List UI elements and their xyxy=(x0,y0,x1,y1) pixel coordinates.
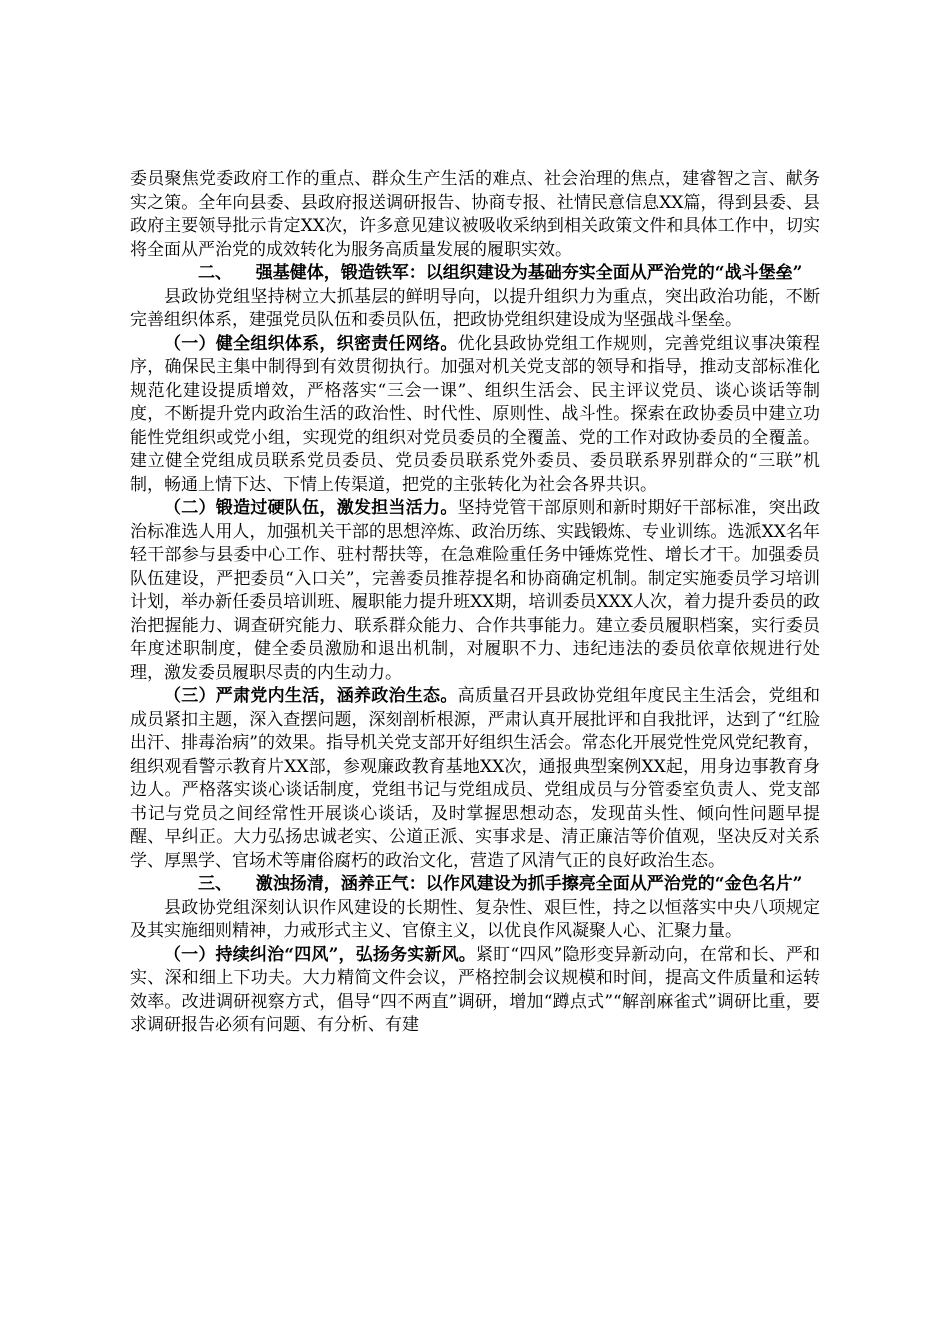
subsection-2-3-title: （三）严肃党内生活，涵养政治生态。 xyxy=(164,686,458,706)
subsection-3-1-title: （一）持续纠治“四风”，弘扬务实新风。 xyxy=(164,944,476,965)
section-heading-2-text: 强基健体，锻造铁军：以组织建设为基础夯实全面从严治党的“战斗堡垒” xyxy=(255,263,803,283)
section-heading-2 xyxy=(130,262,820,286)
subsection-2-3-body: 高质量召开县政协党组年度民主生活会，党组和成员紧扣主题，深入查摆问题，深刻剖析根源，严肃认真开展批评和自我批评，达到了“红脸出汗、排毒治病”的效果。指导机关党支部开好组织生活会。常态化开展党性党风党纪教育，组织观看警示教育片XX部，参观廉政教育基地XX次，通报典型案例XX起，用身边事教育身边人。严格落实谈心谈话制度，党组书记与党组成员、党组成员与分管委室负责人、党支部书记与党员之间经常性开展谈心谈话，及时掌握思想动态，发现苗头性、倾向性问题早提醒、早纠正。大力弘扬忠诚老实、公道正派、实事求是、清正廉洁等价值观，坚决反对关系学、厚黑学、官场术等庸俗腐朽的政治文化，营造了风清气正的良好政治生态。 xyxy=(130,686,820,871)
subsection-2-2 xyxy=(130,497,820,685)
section-2-intro: 县政协党组坚持树立大抓基层的鲜明导向，以提升组织力为重点，突出政治功能，不断完善组织体系，建强党员队伍和委员队伍，把政协党组织建设成为坚强战斗堡垒。 xyxy=(130,286,820,330)
section-heading-2-number: 二、 xyxy=(198,263,232,283)
subsection-2-2-title: （二）锻造过硬队伍，激发担当活力。 xyxy=(164,498,458,518)
section-3-intro: 县政协党组深刻认识作风建设的长期性、复杂性、艰巨性，持之以恒落实中央八项规定及其实施细则精神，力戒形式主义、官僚主义，以优良作风凝聚人心、汇聚力量。 xyxy=(130,897,820,941)
subsection-2-1 xyxy=(130,333,820,498)
section-heading-3-text: 激浊扬清，涵养正气：以作风建设为抓手擦亮全面从严治党的“金色名片” xyxy=(255,874,803,894)
subsection-2-2-body: 坚持党管干部原则和新时期好干部标准，突出政治标准选人用人，加强机关干部的思想淬炼、政治历练、实践锻炼、专业训练。选派XX名年轻干部参与县委中心工作、驻村帮扶等，在急难险重任务中锤炼党性、增长才干。加强委员队伍建设，严把委员“入口关”，完善委员推荐提名和协商确定机制。制定实施委员学习培训计划，举办新任委员培训班、履职能力提升班XX期，培训委员XXX人次，着力提升委员的政治把握能力、调查研究能力、联系群众能力、合作共事能力。建立委员履职档案，实行委员年度述职制度，健全委员激励和退出机制，对履职不力、违纪违法的委员依章依规进行处理，激发委员履职尽责的内生动力。 xyxy=(130,498,820,683)
subsection-3-1 xyxy=(130,944,820,1038)
section-heading-3 xyxy=(130,873,820,897)
paragraph-continuation: 委员聚焦党委政府工作的重点、群众生产生活的难点、社会治理的焦点，建睿智之言、献务实之策。全年向县委、县政府报送调研报告、协商专报、社情民意信息XX篇，得到县委、县政府主要领导批示肯定XX次，许多意见建议被吸收采纳到相关政策文件和具体工作中，切实将全面从严治党的成效转化为服务高质量发展的履职实效。 xyxy=(130,169,820,260)
subsection-2-1-title: （一）健全组织体系，织密责任网络。 xyxy=(164,333,458,354)
section-heading-3-number: 三、 xyxy=(198,874,232,894)
document-page xyxy=(130,168,820,1038)
subsection-2-3 xyxy=(130,685,820,873)
subsection-3-1-body: 紧盯“四风”隐形变异新动向，在常和长、严和实、深和细上下功夫。大力精简文件会议，严格控制会议规模和时间，提高文件质量和运转效率。改进调研视察方式，倡导“四不两直”调研，增加“蹲点式”“解剖麻雀式”调研比重，要求调研报告必须有问题、有分析、有建 xyxy=(130,944,820,1035)
subsection-2-1-body: 优化县政协党组工作规则，完善党组议事决策程序，确保民主集中制得到有效贯彻执行。加强对机关党支部的领导和指导，推动支部标准化规范化建设提质增效，严格落实“三会一课”、组织生活会、民主评议党员、谈心谈话等制度，不断提升党内政治生活的政治性、时代性、原则性、战斗性。探索在政协委员中建立功能性党组织或党小组，实现党的组织对党员委员的全覆盖、党的工作对政协委员的全覆盖。建立健全党组成员联系党员委员、党员委员联系党外委员、委员联系界别群众的“三联”机制，畅通上情下达、下情上传渠道，把党的主张转化为社会各界共识。 xyxy=(130,333,820,495)
